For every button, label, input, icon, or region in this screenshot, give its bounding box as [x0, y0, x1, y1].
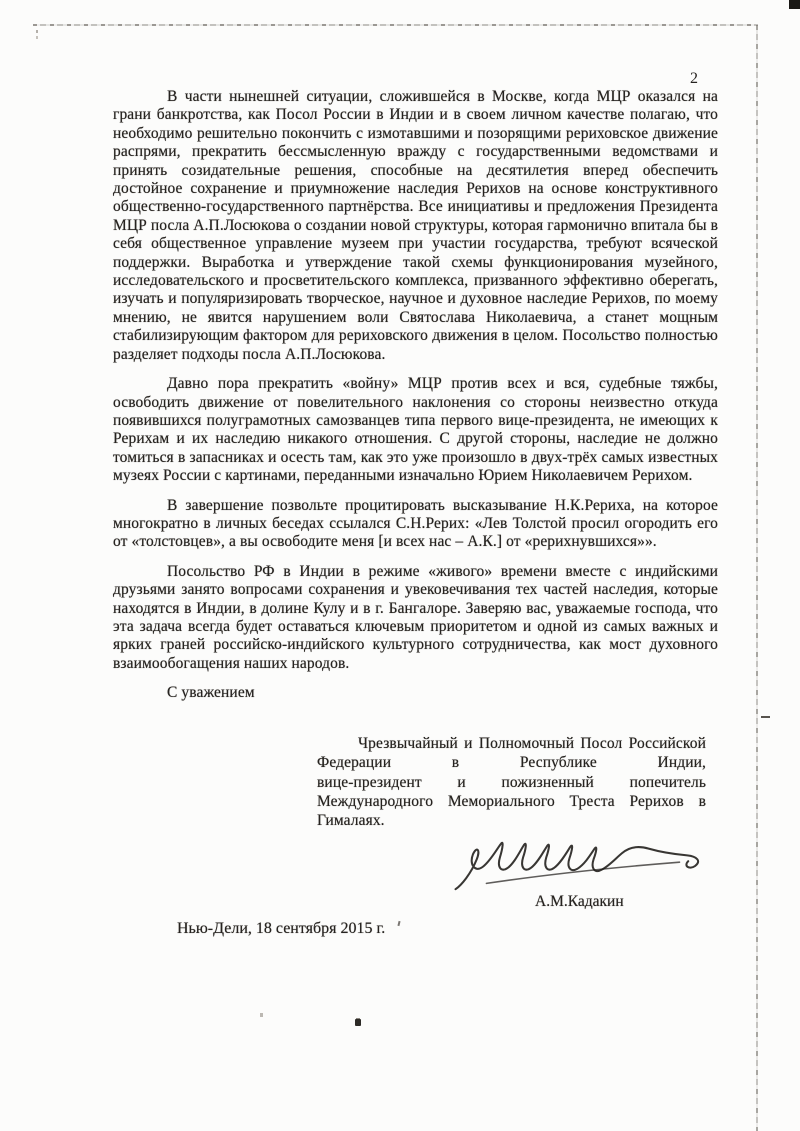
scan-artifact-top-line: [33, 24, 758, 26]
signature-title-block: [317, 734, 706, 830]
scan-artifact-speck: [260, 1013, 263, 1017]
scan-artifact-corner-mark: [789, 0, 800, 9]
signature-title-line: Международного Мемориального Треста Рерихов в: [317, 792, 706, 810]
scan-artifact-tick: [397, 921, 400, 926]
scan-artifact-speck: [36, 30, 38, 33]
letter-paragraph: Давно пора прекратить «войну» МЦР против всех и вся, судебные тяжбы, освободить движение от повелительного наклонения со стороны неизвестно откуда появившихся полуграмотных самозванцев типа первого вице-президента, не имеющих к Рерихам и их наследию никакого отношения. С другой стороны, наследие не должно томиться в запасниках и осесть там, как это уже произошло в двух-трёх самых известных музеях России с картинами, переданными изначально Юрием Николаевичем Рерихом.: [113, 375, 718, 485]
handwritten-signature-icon: [448, 839, 716, 895]
signature-title-line: Гималаях.: [317, 812, 385, 830]
signature-title-line: Федерации в Республике Индии,: [317, 754, 706, 772]
signatory-name: А.М.Кадакин: [535, 893, 624, 910]
letter-paragraph: В части нынешней ситуации, сложившейся в Москве, когда МЦР оказался на грани банкротства, как Посол России в Индии и в своем личном качестве полагаю, что необходимо решительно покончить с измотавшими и позорящими рериховское движение распрями, прекратить бессмысленную вражду с государственными ведомствами и принять созидательные решения, способные на десятилетия вперед обеспечить достойное сохранение и приумножение наследия Рерихов на основе конструктивного общественно-государственного партнёрства. Все инициативы и предложения Президента МЦР посла А.П.Лосюкова о создании новой структуры, которая гармонично впитала бы в себя общественное управление музеем при участии государства, требуют всяческой поддержки. Выработка и утверждение такой схемы функционирования музейного, исследовательского и просветительского комплекса, призванного эффективно оберегать, изучать и популяризировать творческое, научное и духовное наследие Рерихов, по моему мнению, не явится нарушением воли Святослава Николаевича, а станет мощным стабилизирующим фактором для рериховского движения в целом. Посольство полностью разделяет подходы посла А.П.Лосюкова.: [113, 88, 718, 363]
dateline: Нью-Дели, 18 сентября 2015 г.: [177, 920, 386, 937]
scan-artifact-right-line: [756, 25, 758, 1131]
signature-title-line: вице-президент и пожизненный попечитель: [317, 773, 706, 791]
signature-title-line: Чрезвычайный и Полномочный Посол Российской: [358, 735, 706, 752]
page-number: 2: [690, 70, 698, 87]
letter-body: [113, 88, 718, 714]
scan-artifact-speck: [355, 1019, 361, 1026]
closing-salutation: С уважением: [167, 684, 255, 702]
letter-paragraph: Посольство РФ в Индии в режиме «живого» времени вместе с индийскими друзьями занято вопросами сохранения и увековечивания тех частей наследия, которые находятся в Индии, в долине Кулу и в г. Бангалоре. Заверяю вас, уважаемые господа, что эта задача всегда будет оставаться ключевым приоритетом и одной из самых важных и ярких граней российско-индийского культурного сотрудничества, как мост духовного взаимообогащения наших народов.: [113, 562, 718, 672]
letter-paragraph: В завершение позвольте процитировать высказывание Н.К.Рериха, на которое многократно в личных беседах ссылался С.Н.Рерих: «Лев Толстой просил огородить его от «толстовцев», а вы освободите меня [и всех нас – А.К.] от «рерихнувшихся»».: [113, 496, 718, 551]
scan-artifact-dash: [761, 716, 770, 718]
